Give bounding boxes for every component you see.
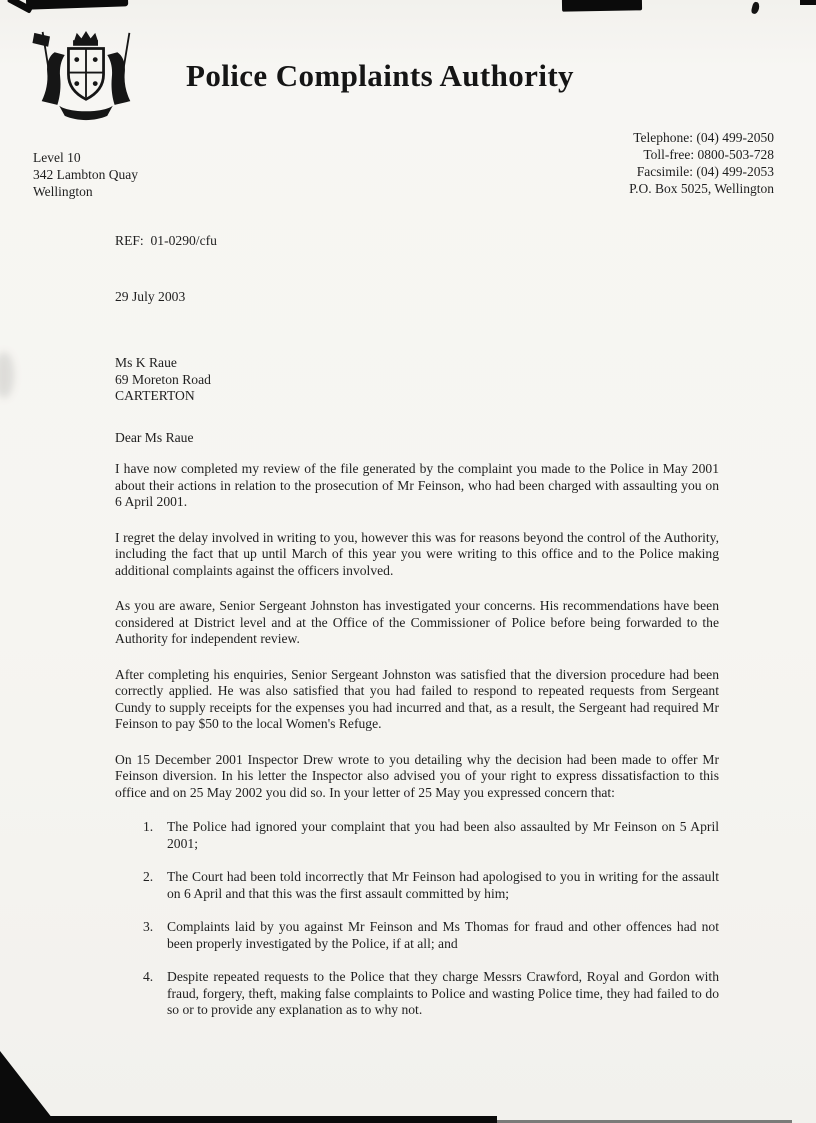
recipient-name: Ms K Raue xyxy=(115,355,177,370)
coat-of-arms-logo xyxy=(26,28,146,130)
body-paragraph-5: On 15 December 2001 Inspector Drew wrote to you detailing why the decision had been made to offer Mr Feinson diversion. In his letter the Inspector also advised you of your right to express dissatisfaction to this office and on 25 May 2002 you did so. In your letter of 25 May you expressed concern that: xyxy=(115,751,719,800)
address-line: Wellington xyxy=(33,184,93,199)
scan-artifact-top-right-mark xyxy=(751,1,761,14)
list-item-number: 2. xyxy=(143,869,154,884)
contact-tollfree: Toll-free: 0800-503-728 xyxy=(643,147,774,162)
recipient-street: 69 Moreton Road xyxy=(115,371,211,387)
body-paragraph-4: After completing his enquiries, Senior Sergeant Johnston was satisfied that the diversion procedure had been correctly applied. He was also satisfied that you had failed to respond to repeated requests from Sergeant Cundy to supply receipts for the expenses you had incurred and that, as a result, the Sergeant had required Mr Feinson to pay $50 to the local Women's Refuge. xyxy=(115,666,719,731)
list-item-number: 3. xyxy=(143,919,154,934)
list-item-number: 1. xyxy=(143,819,154,834)
salutation: Dear Ms Raue xyxy=(115,429,194,445)
list-item xyxy=(143,869,719,902)
contact-facsimile: Facsimile: (04) 499-2053 xyxy=(636,164,774,179)
scan-artifact-top-right-corner xyxy=(800,0,816,5)
date-line: 29 July 2003 xyxy=(115,288,186,304)
concerns-list xyxy=(115,819,719,1019)
contact-pobox: P.O. Box 5025, Wellington xyxy=(629,181,774,196)
list-item-text: Despite repeated requests to the Police that they charge Messrs Crawford, Royal and Gordon with fraud, forgery, theft, making false complaints to Police and wasting Police time, they had failed to do so or to provide any explanation as to why not. xyxy=(167,969,719,1017)
scan-artifact-bottom-bar xyxy=(0,1116,497,1123)
address-line: Level 10 xyxy=(33,150,81,165)
address-line: 342 Lambton Quay xyxy=(33,167,138,182)
list-item-text: Complaints laid by you against Mr Feinson and Ms Thomas for fraud and other offences had not been properly investigated by the Police, if at all; and xyxy=(167,919,719,951)
body-paragraph-3: As you are aware, Senior Sergeant Johnston has investigated your concerns. His recommendations have been considered at District level and at the Office of the Commissioner of Police before being forwarded to the Authority for independent review. xyxy=(115,598,719,646)
scan-artifact-bottom-left-triangle xyxy=(0,1051,56,1123)
scan-artifact-left-smudge xyxy=(0,352,14,398)
contact-telephone: Telephone: (04) 499-2050 xyxy=(633,130,774,145)
reference-line: REF: 01-0290/cfu xyxy=(115,233,217,248)
scan-artifact-top-left xyxy=(26,0,129,10)
letter-body xyxy=(115,233,719,1036)
recipient-town: CARTERTON xyxy=(115,388,195,403)
scan-artifact-top-middle xyxy=(562,0,642,12)
list-item xyxy=(143,919,719,952)
list-item-text: The Court had been told incorrectly that Mr Feinson had apologised to you in writing for the assault on 6 April and that this was the first assault committed by him; xyxy=(167,869,719,901)
list-item-text: The Police had ignored your complaint that you had been also assaulted by Mr Feinson on 5 April 2001; xyxy=(167,819,719,851)
recipient-block xyxy=(115,355,719,405)
list-item xyxy=(143,819,719,852)
contact-block xyxy=(629,129,774,197)
body-paragraph-1: I have now completed my review of the file generated by the complaint you made to the Police in May 2001 about their actions in relation to the prosecution of Mr Feinson, who had been charged with assaulting you on 6 April 2001. xyxy=(115,461,719,509)
body-paragraph-2: I regret the delay involved in writing to you, however this was for reasons beyond the control of the Authority, including the fact that up until March of this year you were writing to this office and to the Police making additional complaints against the officers involved. xyxy=(115,529,719,578)
list-item xyxy=(143,969,719,1019)
address-block xyxy=(33,149,138,200)
list-item-number: 4. xyxy=(143,969,154,984)
letterhead-title: Police Complaints Authority xyxy=(186,58,574,93)
